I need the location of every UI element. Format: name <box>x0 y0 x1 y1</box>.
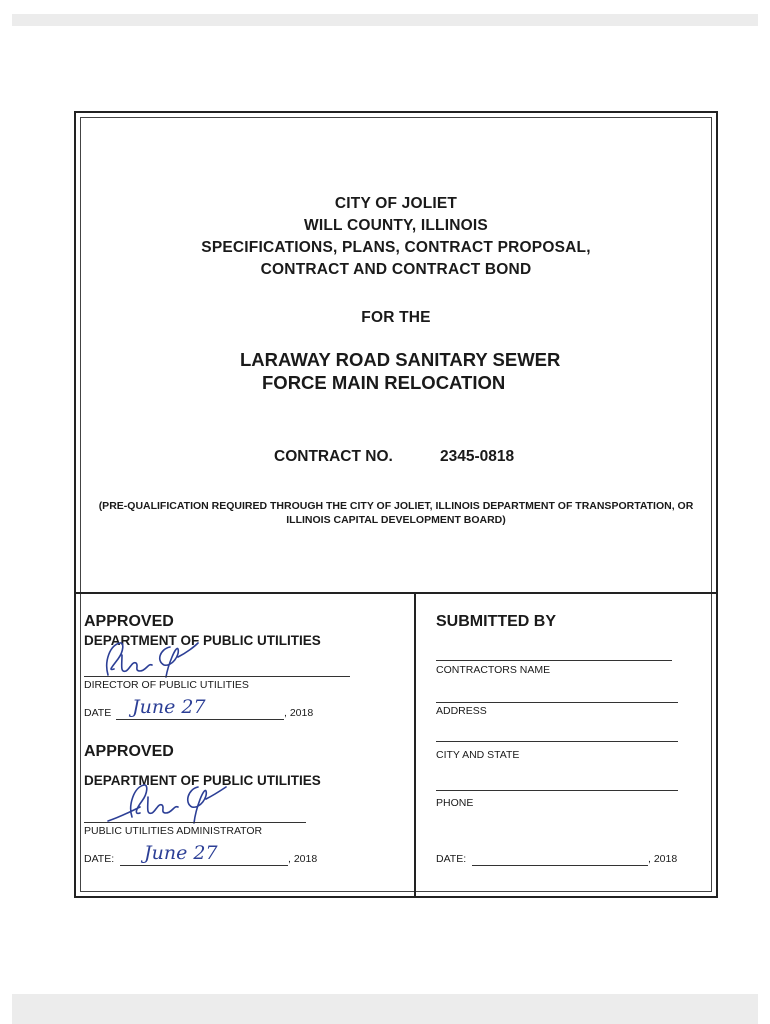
date-handwritten-1: June 27 <box>132 696 206 718</box>
section-divider-horizontal <box>76 592 716 594</box>
submitted-date-label: DATE: <box>436 853 467 865</box>
approved-department-1: DEPARTMENT OF PUBLIC UTILITIES <box>84 633 321 648</box>
header-city: CITY OF JOLIET <box>334 195 458 212</box>
for-the-label: FOR THE <box>361 309 431 326</box>
project-title-line2: FORCE MAIN RELOCATION <box>262 372 506 393</box>
city-state-line <box>436 741 678 742</box>
administrator-signature-line <box>84 822 306 823</box>
city-state-label: CITY AND STATE <box>436 749 520 761</box>
project-title-line1: LARAWAY ROAD SANITARY SEWER <box>240 349 561 370</box>
submitted-year: , 2018 <box>648 853 678 865</box>
date-line-1 <box>116 719 284 720</box>
prequalification-note: (PRE-QUALIFICATION REQUIRED THROUGH THE CITY OF JOLIET, ILLINOIS DEPARTMENT OF TRANSPORTATION, OR ILLINOIS CAPITAL DEVELOPMENT BOARD) <box>98 500 694 526</box>
year-2: , 2018 <box>288 853 318 865</box>
administrator-title: PUBLIC UTILITIES ADMINISTRATOR <box>84 825 263 837</box>
section-divider-vertical <box>414 592 416 896</box>
cover-sheet-frame <box>74 111 718 898</box>
date-label-1: DATE <box>84 707 112 719</box>
phone-label: PHONE <box>436 797 474 809</box>
submitted-date-line <box>472 865 648 866</box>
submitted-by-heading: SUBMITTED BY <box>436 613 556 630</box>
director-title: DIRECTOR OF PUBLIC UTILITIES <box>84 679 249 691</box>
director-signature-line <box>84 676 350 677</box>
year-1: , 2018 <box>284 707 314 719</box>
scan-edge-top <box>12 14 758 26</box>
date-label-2: DATE: <box>84 853 115 865</box>
header-county: WILL COUNTY, ILLINOIS <box>304 217 488 234</box>
scan-edge-bottom <box>12 994 758 1024</box>
address-line <box>436 702 678 703</box>
header-contract-bond: CONTRACT AND CONTRACT BOND <box>260 261 532 278</box>
approved-heading-1: APPROVED <box>84 613 174 630</box>
contractor-name-label: CONTRACTORS NAME <box>436 664 551 676</box>
address-label: ADDRESS <box>436 705 487 717</box>
approved-department-2: DEPARTMENT OF PUBLIC UTILITIES <box>84 773 321 788</box>
contract-number-value: 2345-0818 <box>440 448 515 465</box>
approved-heading-2: APPROVED <box>84 743 174 760</box>
header-specifications: SPECIFICATIONS, PLANS, CONTRACT PROPOSAL, <box>201 239 591 256</box>
contract-number-label: CONTRACT NO. <box>274 448 393 465</box>
date-line-2 <box>120 865 288 866</box>
contractor-name-line <box>436 660 672 661</box>
phone-line <box>436 790 678 791</box>
date-handwritten-2: June 27 <box>144 842 218 864</box>
